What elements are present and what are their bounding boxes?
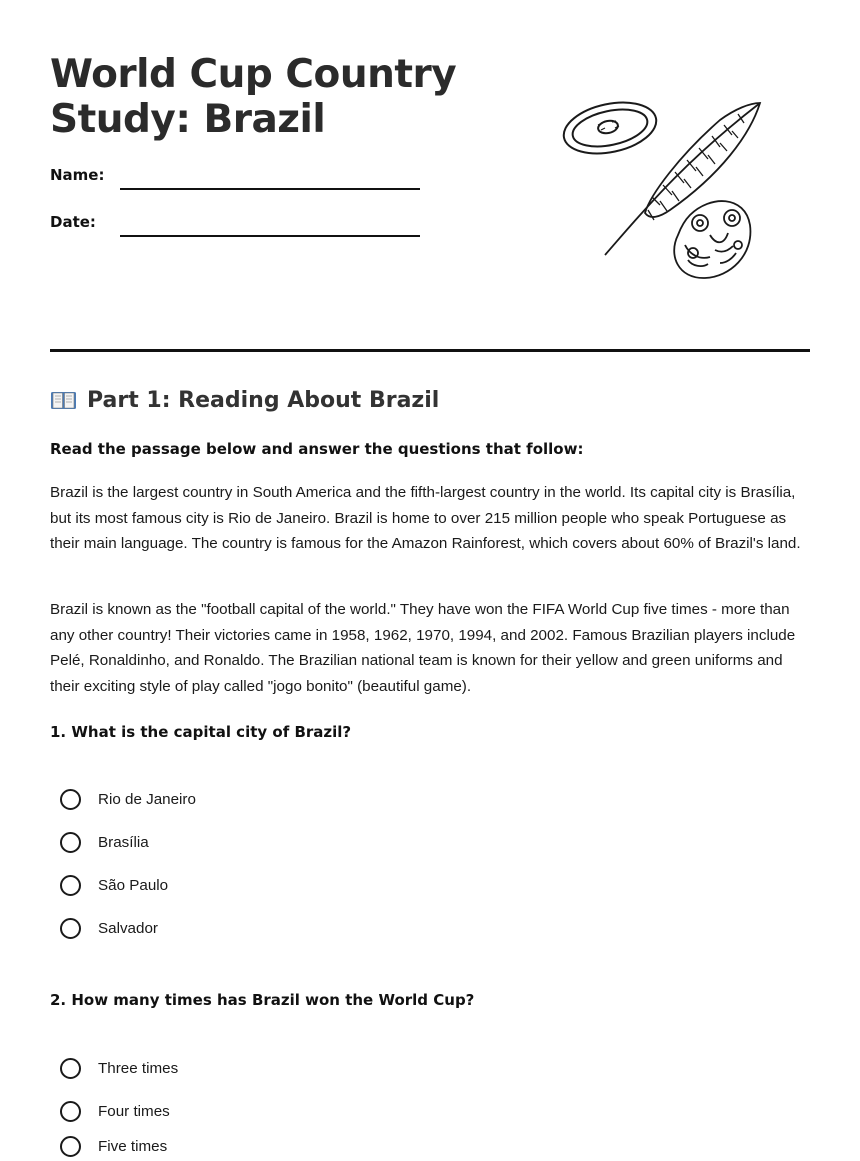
radio-button[interactable]: [60, 875, 81, 896]
date-label: Date:: [50, 213, 96, 231]
option-label: Salvador: [98, 919, 158, 937]
section-divider: [50, 349, 810, 352]
answer-option[interactable]: [60, 872, 168, 898]
answer-option[interactable]: [60, 1055, 178, 1081]
book-icon: [50, 390, 77, 411]
radio-button[interactable]: [60, 832, 81, 853]
part1-heading-text: Part 1: Reading About Brazil: [87, 388, 440, 413]
brazil-illustration: [560, 95, 780, 290]
name-input-line[interactable]: [120, 160, 420, 190]
option-label: Brasília: [98, 833, 149, 851]
question-2: 2. How many times has Brazil won the World Cup?: [50, 991, 475, 1009]
page-title: World Cup Country Study: Brazil: [50, 52, 457, 142]
radio-button[interactable]: [60, 918, 81, 939]
option-label: Rio de Janeiro: [98, 790, 196, 808]
answer-option[interactable]: [60, 1098, 170, 1124]
name-field[interactable]: [50, 160, 420, 190]
passage-paragraph: Brazil is known as the "football capital of the world." They have won the FIFA World Cup five times - more than any other country! Their victories came in 1958, 1962, 1970, 1994, and 2002. Famous Brazilian players include Pelé, Ronaldinho, and Ronaldo. The Brazilian national team is known for their yellow and green uniforms and their exciting style of play called "jogo bonito" (beautiful game).: [50, 601, 796, 695]
option-label: Four times: [98, 1102, 170, 1120]
option-label: Three times: [98, 1059, 179, 1077]
date-input-line[interactable]: [120, 207, 420, 237]
reading-instructions: Read the passage below and answer the questions that follow:: [50, 440, 584, 458]
answer-option[interactable]: [60, 1133, 167, 1159]
answer-option[interactable]: [60, 829, 149, 855]
radio-button[interactable]: [60, 1058, 81, 1079]
answer-option[interactable]: [60, 915, 158, 941]
radio-button[interactable]: [60, 789, 81, 810]
passage-paragraph: Brazil is the largest country in South America and the fifth-largest country in the world. Its capital city is Brasília, but its most famous city is Rio de Janeiro. Brazil is home to over 215 million people who speak Portuguese as their main language. The country is famous for the Amazon Rainforest, which covers about 60% of Brazil's land.: [50, 484, 801, 552]
question-1: 1. What is the capital city of Brazil?: [50, 723, 352, 741]
mask-icon: [674, 201, 750, 278]
answer-option[interactable]: [60, 786, 196, 812]
ball-icon: [560, 95, 661, 161]
option-label: Five times: [98, 1137, 168, 1155]
feather-icon: [605, 103, 760, 255]
radio-button[interactable]: [60, 1136, 81, 1157]
option-label: São Paulo: [98, 876, 169, 894]
date-field[interactable]: [50, 207, 420, 237]
part1-heading: [50, 388, 439, 413]
name-label: Name:: [50, 166, 105, 184]
radio-button[interactable]: [60, 1101, 81, 1122]
